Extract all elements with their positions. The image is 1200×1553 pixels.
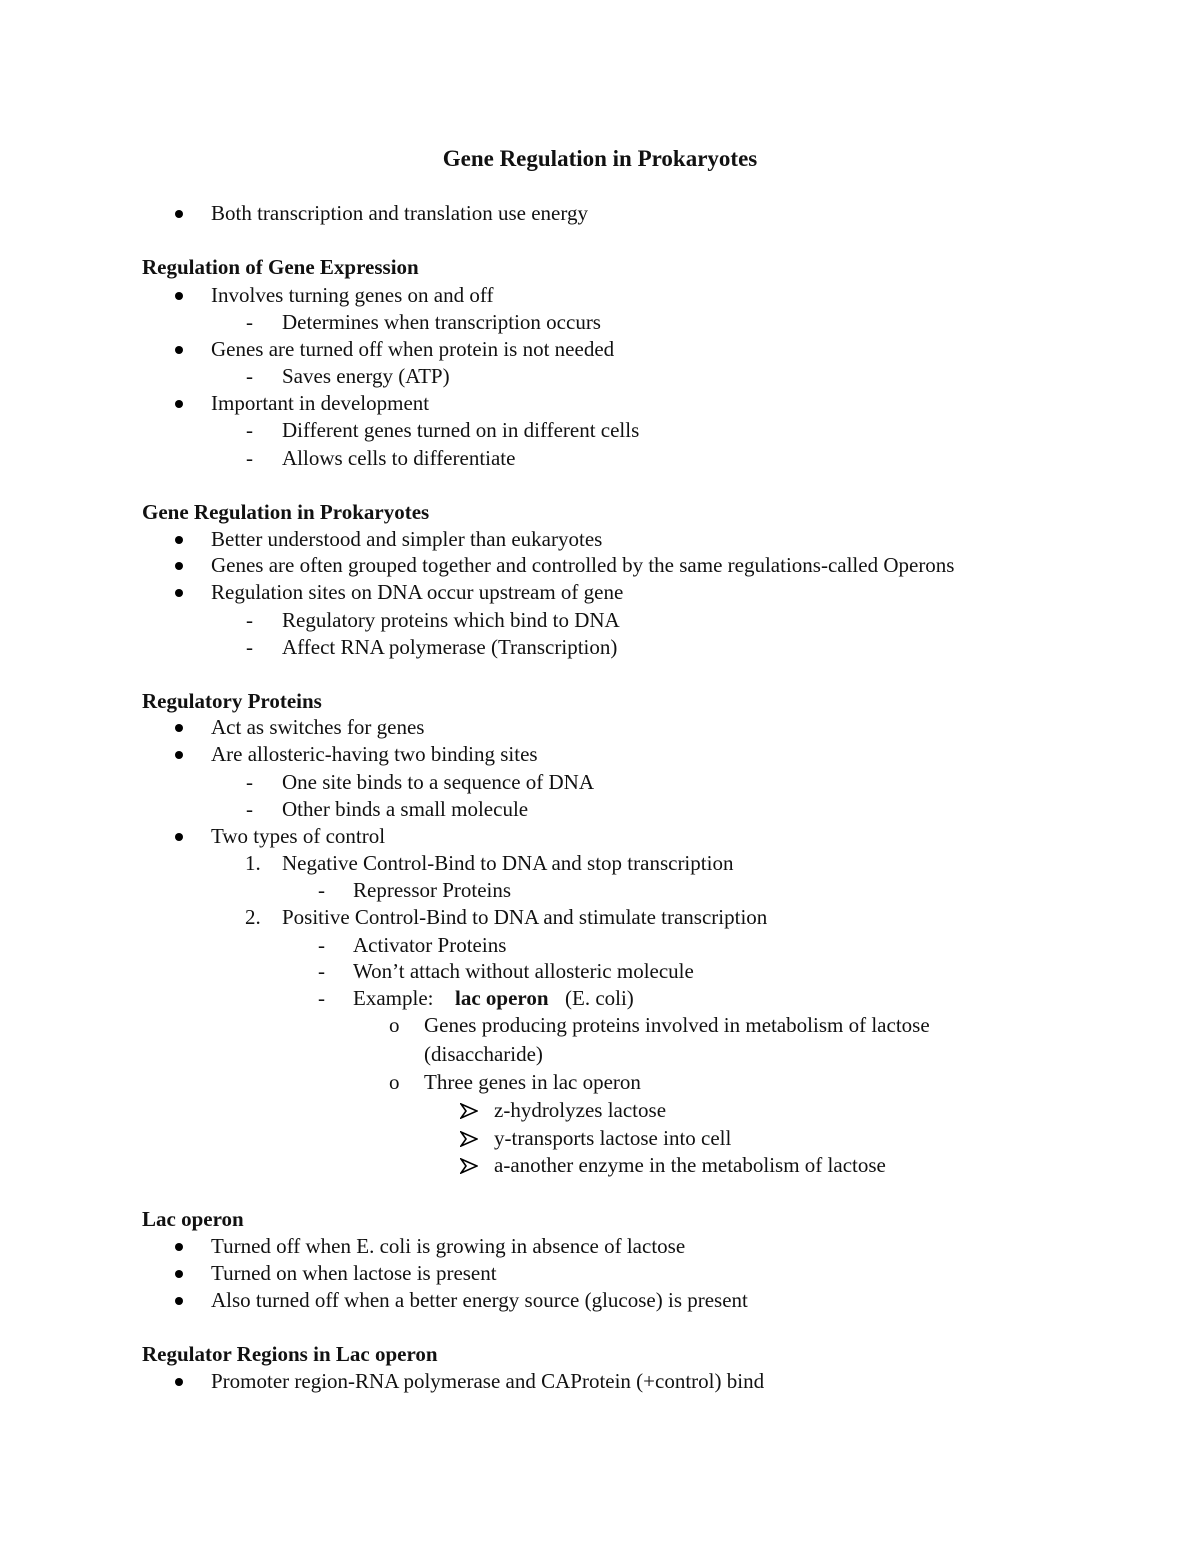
dash-icon: -	[246, 635, 253, 659]
dash-icon: -	[246, 364, 253, 388]
dash-icon: -	[318, 959, 325, 983]
circle-bullet-icon: o	[389, 1013, 400, 1037]
dash-icon: -	[318, 878, 325, 902]
bullet-icon	[172, 741, 186, 768]
bullet-icon	[172, 579, 186, 606]
dash-icon: -	[246, 608, 253, 632]
arrow-bullet-icon	[460, 1097, 478, 1124]
dash-icon: -	[246, 310, 253, 334]
bullet-icon	[172, 390, 186, 417]
bullet-icon	[172, 823, 186, 850]
bullet-icon	[172, 714, 186, 741]
section-heading: Regulatory Proteins	[142, 689, 322, 713]
page-title: Gene Regulation in Prokaryotes	[442, 146, 758, 171]
list-number: 1.	[245, 851, 261, 875]
section-heading: Gene Regulation in Prokaryotes	[142, 500, 430, 524]
list-number: 2.	[245, 905, 261, 929]
bullet-icon	[172, 1260, 186, 1287]
section-heading: Regulation of Gene Expression	[142, 255, 419, 279]
bullet-icon	[172, 200, 186, 227]
bullet-icon	[172, 1368, 186, 1395]
arrow-bullet-icon	[460, 1125, 478, 1152]
arrow-bullet-icon	[460, 1152, 478, 1179]
section-heading: Lac operon	[142, 1207, 244, 1231]
dash-icon: -	[246, 770, 253, 794]
bullet-icon	[172, 1233, 186, 1260]
bullet-icon	[172, 336, 186, 363]
bullet-icon	[172, 552, 186, 579]
lac-operon-term: lac operon	[455, 986, 549, 1010]
dash-icon: -	[246, 418, 253, 442]
dash-icon: -	[318, 933, 325, 957]
document-page: Gene Regulation in Prokaryotes Both transcription and translation use energy Regulation of Gene Expression Involves turning genes on and off - Determines when transcription occurs Genes are turned off when protein is not needed - Saves energy (ATP) Important in development - Different genes turned on in different cells - Allows cells to differentiate Gene Regulation in Prokaryotes Better understood and simpler than eukaryotes Genes are often grouped together and controlled by the same regulations-called Operons Regulation sites on DNA occur upstream of gene - Regulatory proteins which bind to DNA - Affect RNA polymerase (Transcription) Regulatory Proteins Act as switches for genes Are allosteric-having two binding sites - One site binds to a sequence of DNA - Other binds a small molecule Two types of control 1. Negative Control-Bind to DNA and stop transcription - Repressor Proteins 2. Positive Control-Bind to DNA and stimulate transcription - Activator Proteins - Won’t attach without allosteric molecule - Example: lac operon (E. coli) o Genes producing proteins involved in metabolism of lactose (disaccharide) o Three genes in lac operon z-hydrolyzes lactose y-transports lactose into cell a-another enzyme in the metabolism of lactose Lac operon Turned off when E. coli is growing in absence of lactose Turned on when lactose is present Also turned off when a better energy source (glucose) is present Regulator Regions in Lac operon Promoter region-RNA polymerase and CAProtein (+control) bind	[0, 0, 1200, 1553]
dash-icon: -	[246, 446, 253, 470]
section-heading: Regulator Regions in Lac operon	[142, 1342, 438, 1366]
circle-bullet-icon: o	[389, 1070, 400, 1094]
bullet-icon	[172, 526, 186, 553]
bullet-icon	[172, 1287, 186, 1314]
dash-icon: -	[318, 986, 325, 1010]
dash-icon: -	[246, 797, 253, 821]
bullet-icon	[172, 282, 186, 309]
